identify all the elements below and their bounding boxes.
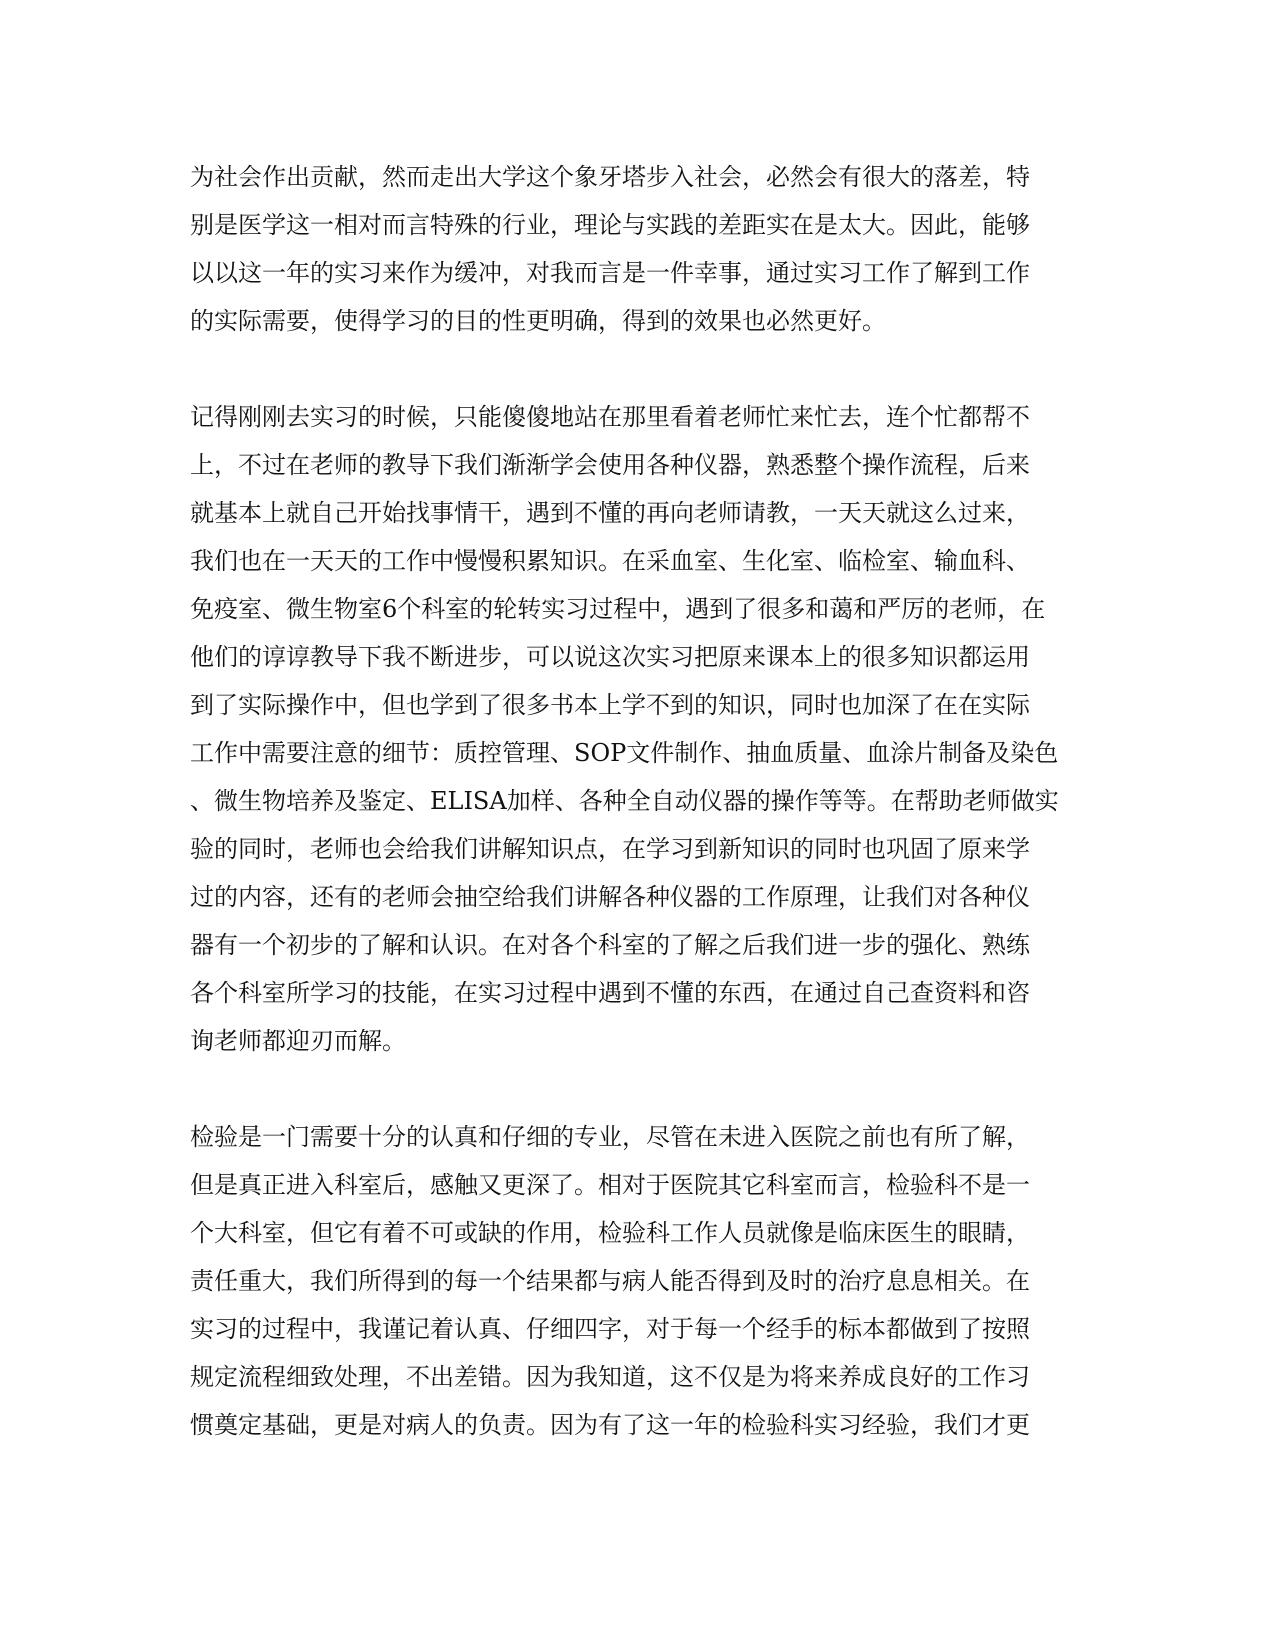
text-line: 过的内容，还有的老师会抽空给我们讲解各种仪器的工作原理，让我们对各种仪	[190, 883, 1030, 911]
text-line: 我们也在一天天的工作中慢慢积累知识。在采血室、生化室、临检室、输血科、	[190, 547, 1030, 575]
paragraph-3	[190, 1113, 1090, 1449]
document-body	[190, 153, 1090, 1449]
text-line: 就基本上就自己开始找事情干，遇到不懂的再向老师请教，一天天就这么过来，	[190, 499, 1030, 527]
text-line: 规定流程细致处理，不出差错。因为我知道，这不仅是为将来养成良好的工作习	[190, 1363, 1030, 1391]
text-line: 记得刚刚去实习的时候，只能傻傻地站在那里看着老师忙来忙去，连个忙都帮不	[190, 403, 1030, 431]
paragraph-1	[190, 153, 1090, 345]
paragraph-gap	[190, 345, 1090, 393]
text-line: 上，不过在老师的教导下我们渐渐学会使用各种仪器，熟悉整个操作流程，后来	[190, 451, 1030, 479]
text-line: 以以这一年的实习来作为缓冲，对我而言是一件幸事，通过实习工作了解到工作	[190, 259, 1030, 287]
text-line: 验的同时，老师也会给我们讲解知识点，在学习到新知识的同时也巩固了原来学	[190, 835, 1030, 863]
text-line: 实习的过程中，我谨记着认真、仔细四字，对于每一个经手的标本都做到了按照	[190, 1315, 1030, 1343]
paragraph-gap	[190, 1065, 1090, 1113]
text-line: 但是真正进入科室后，感触又更深了。相对于医院其它科室而言，检验科不是一	[190, 1171, 1030, 1199]
text-line: 、微生物培养及鉴定、ELISA加样、各种全自动仪器的操作等等。在帮助老师做实	[190, 787, 1059, 815]
text-line: 检验是一门需要十分的认真和仔细的专业，尽管在未进入医院之前也有所了解，	[190, 1123, 1030, 1151]
text-line: 他们的谆谆教导下我不断进步，可以说这次实习把原来课本上的很多知识都运用	[190, 643, 1030, 671]
text-line: 到了实际操作中，但也学到了很多书本上学不到的知识，同时也加深了在在实际	[190, 691, 1030, 719]
text-line: 的实际需要，使得学习的目的性更明确，得到的效果也必然更好。	[190, 307, 886, 335]
text-line: 工作中需要注意的细节：质控管理、SOP文件制作、抽血质量、血涂片制备及染色	[190, 739, 1059, 767]
text-line: 各个科室所学习的技能，在实习过程中遇到不懂的东西，在通过自己查资料和咨	[190, 979, 1030, 1007]
text-line: 询老师都迎刃而解。	[190, 1027, 406, 1055]
text-line: 器有一个初步的了解和认识。在对各个科室的了解之后我们进一步的强化、熟练	[190, 931, 1030, 959]
paragraph-2	[190, 393, 1090, 1065]
text-line: 为社会作出贡献，然而走出大学这个象牙塔步入社会，必然会有很大的落差，特	[190, 163, 1030, 191]
text-line: 惯奠定基础，更是对病人的负责。因为有了这一年的检验科实习经验，我们才更	[190, 1411, 1030, 1439]
text-line: 责任重大，我们所得到的每一个结果都与病人能否得到及时的治疗息息相关。在	[190, 1267, 1030, 1295]
text-line: 个大科室，但它有着不可或缺的作用，检验科工作人员就像是临床医生的眼睛，	[190, 1219, 1030, 1247]
text-line: 别是医学这一相对而言特殊的行业，理论与实践的差距实在是太大。因此，能够	[190, 211, 1030, 239]
text-line: 免疫室、微生物室6个科室的轮转实习过程中，遇到了很多和蔼和严厉的老师，在	[190, 595, 1046, 623]
